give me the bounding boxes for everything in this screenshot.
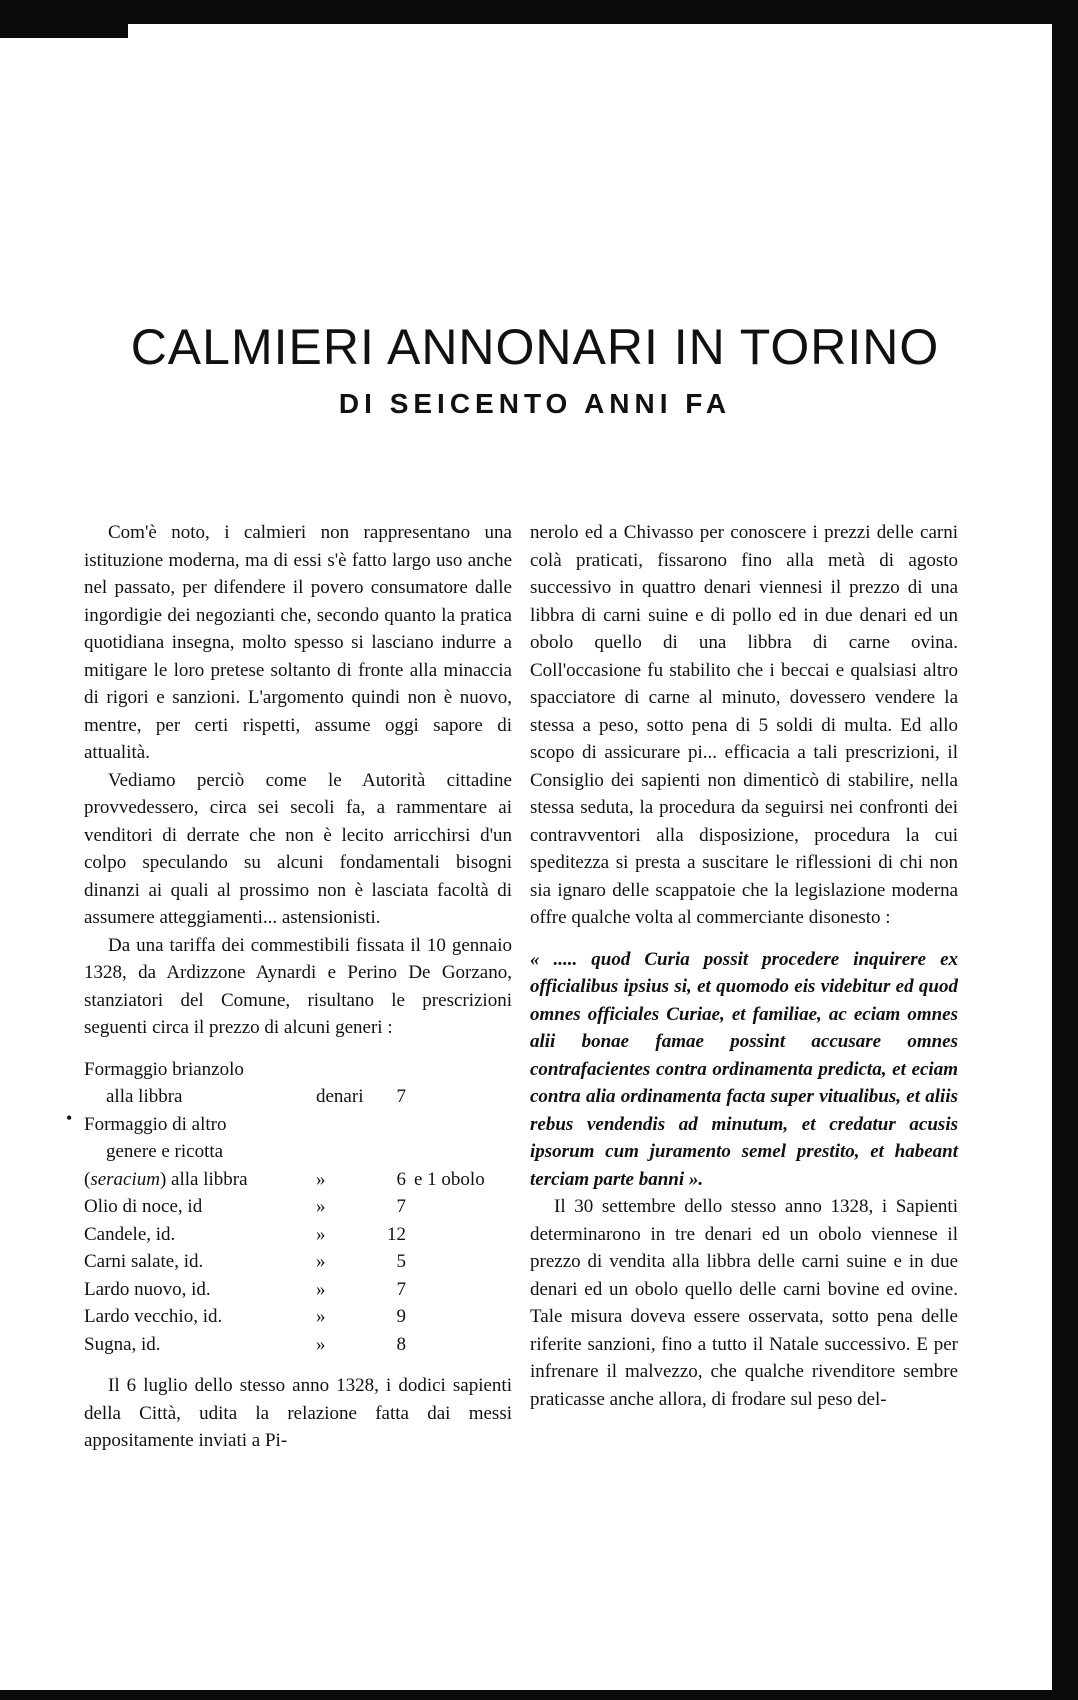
paragraph: Il 30 settembre dello stesso anno 1328, i Sapienti determinarono in tre denari ed un obolo viennese il prezzo di vendita alla libbra delle carni suine e in due denari ed un obolo quello delle carni bovine ed ovine. Tale misura doveva essere osservata, sotto pena delle riferite sanzioni, fino a tutto il Natale successivo. E per infrenare il malvezzo, che qualche rivenditore sembre praticasse anche allora, di frodare sul peso del- <box>530 1196 958 1410</box>
left-column <box>84 519 512 1455</box>
ditto-mark: » <box>316 1306 326 1327</box>
tariff-row <box>84 1276 512 1304</box>
paragraph: Com'è noto, i calmieri non rappresentano una istituzione moderna, ma di essi s'è fatto largo uso anche nel passato, per difendere il povero consumatore dalle ingordigie dei negozianti che, secondo quanto la pratica quotidiana insegna, molto spesso si lasciano indurre a mitigare le loro pretese soltanto di fronte alla minaccia di rigori e sanzioni. L'argomento quindi non è nuovo, mentre, per certi rispetti, assume oggi sapore di attualità. <box>84 522 512 763</box>
tariff-item: Formaggio di altro <box>84 1113 227 1135</box>
tariff-item: alla libbra <box>106 1086 183 1107</box>
margin-bullet: • <box>66 1108 73 1128</box>
tariff-row <box>84 1083 512 1111</box>
tariff-item: genere e ricotta <box>106 1141 224 1162</box>
tariff-value: 7 <box>396 1196 406 1217</box>
tariff-row <box>84 1056 512 1084</box>
tariff-value: 5 <box>396 1251 406 1272</box>
ditto-mark: » <box>316 1223 326 1245</box>
tariff-unit: denari <box>316 1086 364 1107</box>
ditto-mark: » <box>316 1251 326 1272</box>
tariff-value: 7 <box>396 1086 406 1107</box>
page-subtitle: DI SEICENTO ANNI FA <box>338 388 732 419</box>
scan-right-border <box>1052 0 1078 1700</box>
tariff-value: 8 <box>396 1333 406 1355</box>
price-tariff-list <box>84 1056 512 1359</box>
tariff-row <box>84 1166 512 1194</box>
tariff-value: 6 <box>396 1168 406 1190</box>
tariff-item: Formaggio brianzolo <box>84 1058 244 1080</box>
tariff-item: Lardo nuovo, id. <box>84 1278 211 1300</box>
paragraph: Il 6 luglio dello stesso anno 1328, i dodici sapienti della Città, udita la relazione fatta dai messi appositamente inviati a Pi- <box>84 1375 512 1451</box>
tariff-item: Lardo vecchio, id. <box>84 1306 223 1327</box>
tariff-item: Candele, id. <box>84 1223 176 1245</box>
tariff-value: 9 <box>396 1306 406 1327</box>
tariff-item: Olio di noce, id <box>84 1196 203 1217</box>
scan-bottom-border <box>0 1690 1078 1700</box>
tariff-value: 7 <box>396 1278 406 1300</box>
right-column <box>530 519 958 1413</box>
tariff-extra: e 1 obolo <box>414 1168 485 1190</box>
tariff-item: (seracium) alla libbra <box>84 1168 248 1190</box>
ditto-mark: » <box>316 1168 326 1190</box>
page-title: CALMIERI ANNONARI IN TORINO <box>130 319 940 375</box>
ditto-mark: » <box>316 1278 326 1300</box>
tariff-row <box>84 1221 512 1249</box>
tariff-row <box>84 1138 512 1166</box>
paragraph: Vediamo perciò come le Autorità cittadine provvedessero, circa sei secoli fa, a rammentare ai venditori di derrate che non è lecito arricchirsi d'un colpo speculando su alcuni fondamentali bisogni dinanzi ai quali al prossimo non è lasciata facoltà di assumere atteggiamenti... astensionisti. <box>84 769 512 928</box>
tariff-value: 12 <box>387 1223 406 1245</box>
paragraph: Da una tariffa dei commestibili fissata il 10 gennaio 1328, da Ardizzone Aynardi e Perino De Gorzano, stanziatori del Comune, risultano le prescrizioni seguenti circa il prezzo di alcuni generi : <box>84 934 512 1038</box>
ditto-mark: » <box>316 1333 326 1355</box>
tariff-row <box>84 1193 512 1221</box>
tariff-row <box>84 1248 512 1276</box>
scan-top-border <box>0 0 1078 46</box>
tariff-row <box>84 1331 512 1359</box>
tariff-row <box>84 1111 512 1139</box>
tariff-row <box>84 1303 512 1331</box>
paragraph: nerolo ed a Chivasso per conoscere i prezzi delle carni colà praticati, fissarono fino alla metà di agosto successivo in quattro denari viennesi il prezzo di una libbra di carni suine e di pollo ed in due denari ed un obolo quello di una libbra di carne ovina. Coll'occasione fu stabilito che i beccai e qualsiasi altro spacciatore di carne al minuto, dovessero vendere la stessa a peso, sotto pena di 5 soldi di multa. Ed allo scopo di assicurare pi... efficacia a tali prescrizioni, il Consiglio dei sapienti non dimenticò di stabilire, nella stessa seduta, la procedura da seguirsi nei confronti dei contravventori alla disposizione, procedura la cui speditezza si presta a suscitare le riflessioni di chi non sia ignaro delle scappatoie che la legislazione moderna offre qualche volta al commerciante disonesto : <box>530 522 958 928</box>
tariff-item: Sugna, id. <box>84 1333 161 1355</box>
ditto-mark: » <box>316 1196 326 1217</box>
latin-quotation: « ..... quod Curia possit procedere inquirere ex officialibus ipsius si, et quomodo eis videbitur ed quod omnes officiales Curiae, et familiae, ac eciam omnes alii bonae famae possint accusare omnes contrafacientes contra ordinamenta predicta, et eciam contra alia ordinamenta facta super vitualibus, et aliis rebus vendendis ad minutum, et credatur acusis ipsorum cum juramento semel prestito, et habeant terciam parte banni ». <box>530 948 958 1190</box>
tariff-item: Carni salate, id. <box>84 1251 204 1272</box>
